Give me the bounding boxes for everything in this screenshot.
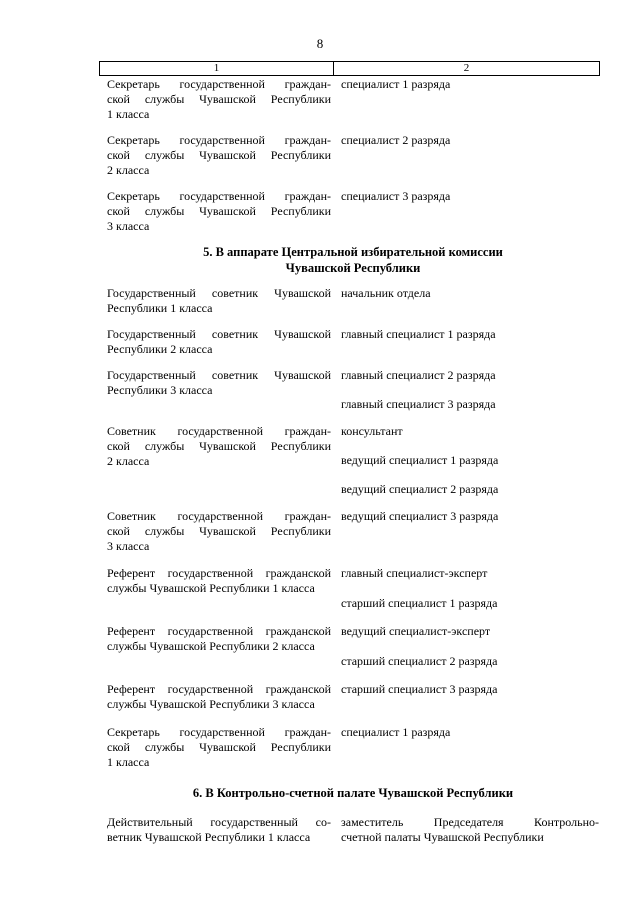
position-cell: главный специалист 1 разряда: [341, 327, 496, 341]
text-line: Референт государственной гражданской: [107, 682, 331, 696]
text-line: 2 класса: [107, 454, 150, 468]
text-line: Государственный советник Чувашской: [107, 368, 331, 382]
position-cell: ведущий специалист 3 разряда: [341, 509, 499, 523]
grade-cell: [107, 509, 331, 554]
position-cell: старший специалист 3 разряда: [341, 682, 498, 696]
text-line: Действительный государственный со-: [107, 815, 331, 829]
position-cell: ведущий специалист-эксперт: [341, 624, 491, 638]
grade-cell: [107, 133, 331, 178]
grade-cell: [107, 624, 331, 654]
text-line: Государственный советник Чувашской: [107, 286, 331, 300]
text-line: службы Чувашской Республики 1 класса: [107, 581, 315, 595]
text-line: Государственный советник Чувашской: [107, 327, 331, 341]
position-cell: главный специалист 2 разряда: [341, 368, 496, 382]
table-header: [99, 61, 600, 76]
section-title-line: Чувашской Республики: [285, 261, 421, 275]
column-2-header: 2: [463, 62, 470, 74]
text-line: Секретарь государственной граждан-: [107, 77, 331, 91]
position-cell: консультант: [341, 424, 403, 438]
text-line: 3 класса: [107, 219, 150, 233]
text-line: службы Чувашской Республики 3 класса: [107, 697, 315, 711]
text-line: ской службы Чувашской Республики: [107, 740, 331, 754]
position-cell: [341, 815, 599, 845]
text-line: Референт государственной гражданской: [107, 566, 331, 580]
text-line: 2 класса: [107, 163, 150, 177]
text-line: 1 класса: [107, 107, 150, 121]
text-line: Республики 2 класса: [107, 342, 213, 356]
text-line: ветник Чувашской Республики 1 класса: [107, 830, 311, 844]
grade-cell: [107, 566, 331, 596]
position-cell: начальник отдела: [341, 286, 431, 300]
grade-cell: [107, 77, 331, 122]
section-6-title: 6. В Контрольно-счетной палате Чувашской Республики: [192, 786, 514, 800]
position-cell: специалист 1 разряда: [341, 725, 451, 739]
column-1-header: 1: [100, 62, 334, 75]
text-line: Референт государственной гражданской: [107, 624, 331, 638]
grade-cell: [107, 424, 331, 469]
text-line: счетной палаты Чувашской Республики: [341, 830, 544, 844]
grade-cell: [107, 725, 331, 770]
text-line: службы Чувашской Республики 2 класса: [107, 639, 315, 653]
section-title-line: 5. В аппарате Центральной избирательной комиссии: [203, 245, 503, 259]
position-cell: специалист 2 разряда: [341, 133, 451, 147]
grade-cell: [107, 286, 331, 316]
text-line: ской службы Чувашской Республики: [107, 92, 331, 106]
grade-cell: [107, 682, 331, 712]
text-line: ской службы Чувашской Республики: [107, 439, 331, 453]
position-cell: старший специалист 1 разряда: [341, 596, 498, 610]
text-line: ской службы Чувашской Республики: [107, 148, 331, 162]
grade-cell: [107, 368, 331, 398]
text-line: Секретарь государственной граждан-: [107, 133, 331, 147]
text-line: заместитель Председателя Контрольно-: [341, 815, 599, 829]
text-line: 3 класса: [107, 539, 150, 553]
text-line: Республики 3 класса: [107, 383, 213, 397]
text-line: Советник государственной граждан-: [107, 509, 331, 523]
text-line: ской службы Чувашской Республики: [107, 204, 331, 218]
position-cell: специалист 1 разряда: [341, 77, 451, 91]
grade-cell: [107, 189, 331, 234]
page-number: 8: [316, 36, 324, 51]
section-5-title: [107, 244, 599, 276]
grade-cell: [107, 815, 331, 845]
position-cell: главный специалист-эксперт: [341, 566, 488, 580]
position-cell: ведущий специалист 1 разряда: [341, 453, 499, 467]
grade-cell: [107, 327, 331, 357]
text-line: ской службы Чувашской Республики: [107, 524, 331, 538]
text-line: 1 класса: [107, 755, 150, 769]
text-line: Секретарь государственной граждан-: [107, 189, 331, 203]
text-line: Советник государственной граждан-: [107, 424, 331, 438]
text-line: Республики 1 класса: [107, 301, 213, 315]
position-cell: главный специалист 3 разряда: [341, 397, 496, 411]
position-cell: специалист 3 разряда: [341, 189, 451, 203]
position-cell: старший специалист 2 разряда: [341, 654, 498, 668]
position-cell: ведущий специалист 2 разряда: [341, 482, 499, 496]
text-line: Секретарь государственной граждан-: [107, 725, 331, 739]
